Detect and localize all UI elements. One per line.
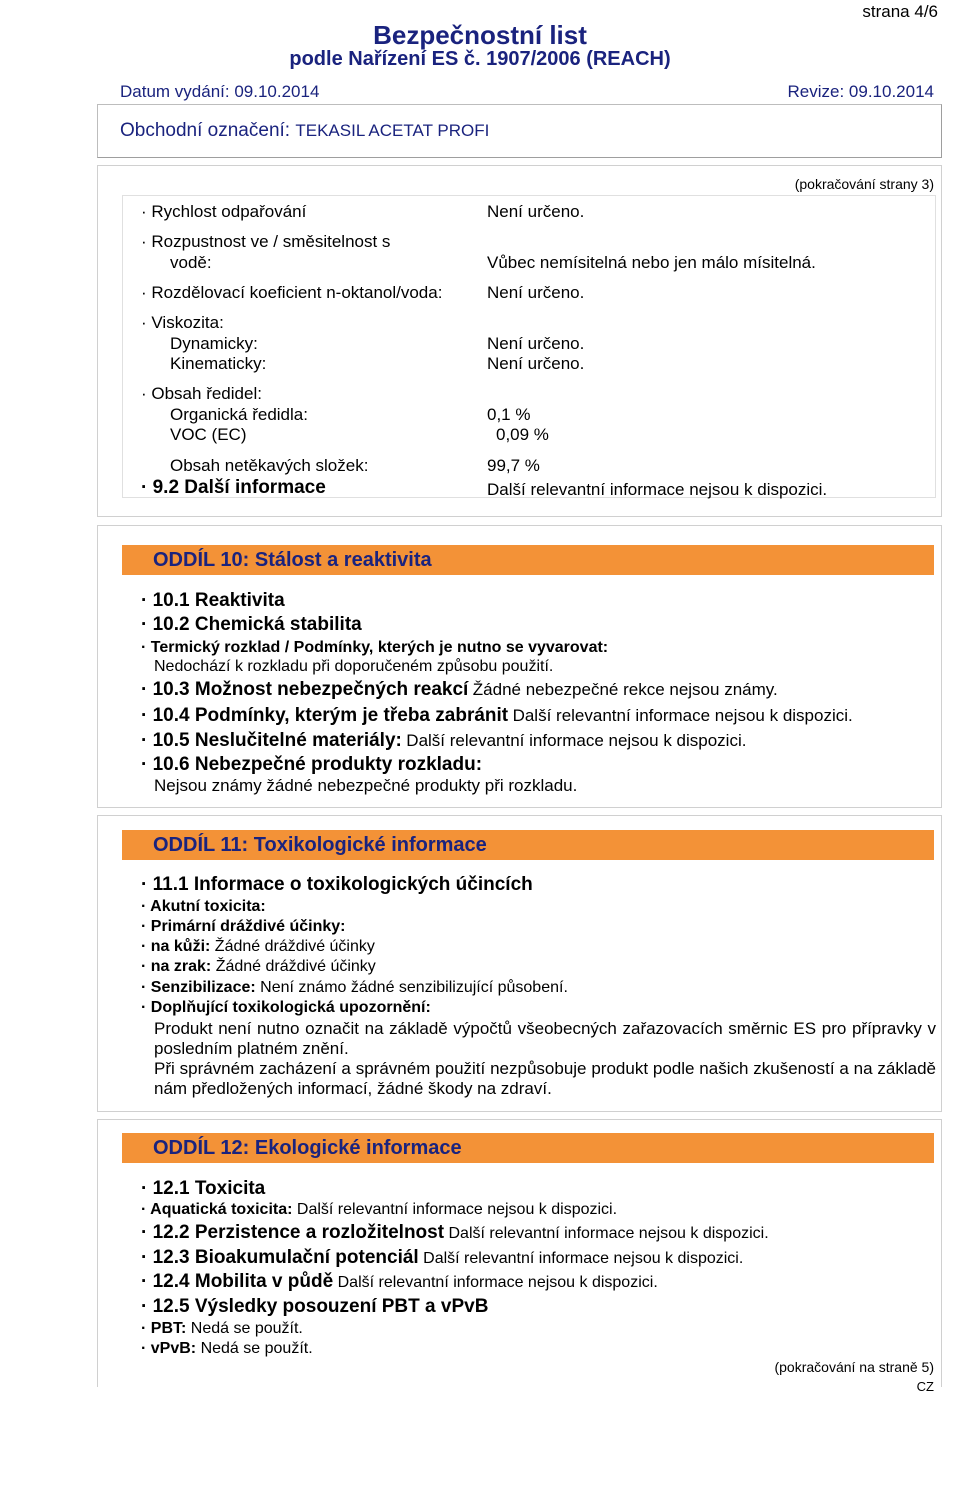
trade-name: [120, 120, 489, 142]
solubility-label: · Rozpustnost ve / směsitelnost s: [141, 232, 391, 251]
bioaccumulation-row: [141, 1247, 743, 1269]
additional-tox-paragraph-2: Při správném zacházení a správném použití nezpůsobuje produkt podle našich zkušeností a na základě nám předložených informací, žádné škody na zdraví.: [154, 1059, 936, 1098]
organic-solvent-value: 0,1 %: [487, 405, 531, 424]
mobility-label: · 12.4 Mobilita v půdě: [141, 1271, 334, 1292]
decomposition-products-label: · 10.6 Nebezpečné produkty rozkladu:: [141, 754, 483, 775]
evaporation-label: · Rychlost odpařování: [141, 202, 307, 221]
incompatible-materials-value: Další relevantní informace nejsou k dispozici.: [406, 731, 747, 750]
pbt-row: [141, 1320, 303, 1338]
mobility-row: [141, 1271, 658, 1293]
hazardous-reactions-label: · 10.3 Možnost nebezpečných reakcí: [141, 679, 469, 700]
evaporation-value: Není určeno.: [487, 202, 585, 221]
mobility-value: Další relevantní informace nejsou k dispozici.: [337, 1274, 658, 1291]
toxicity-heading: · 12.1 Toxicita: [141, 1178, 266, 1199]
vpvb-label: · vPvB:: [141, 1340, 197, 1357]
conditions-avoid-label: · 10.4 Podmínky, kterým je třeba zabránit: [141, 705, 509, 726]
additional-tox-text: [154, 1019, 936, 1099]
decomposition-products-value: Nejsou známy žádné nebezpečné produkty při rozkladu.: [154, 776, 578, 795]
kinematic-label: Kinematicky:: [170, 354, 267, 373]
reactivity-heading: · 10.1 Reaktivita: [141, 590, 285, 611]
section12-header-edge: [934, 1133, 936, 1163]
section10-title: ODDÍL 10: Stálost a reaktivita: [153, 549, 432, 571]
solubility-label-2: vodě:: [170, 253, 212, 272]
eyes-label: · na zrak:: [141, 958, 212, 975]
incompatible-materials-row: [141, 730, 746, 752]
section11-title: ODDÍL 11: Toxikologické informace: [153, 834, 487, 856]
viscosity-label: · Viskozita:: [141, 313, 224, 332]
conditions-avoid-value: Další relevantní informace nejsou k dispozici.: [512, 706, 853, 725]
trade-name-label: Obchodní označení:: [120, 120, 291, 141]
country-code: CZ: [916, 1379, 934, 1394]
chemical-stability-heading: · 10.2 Chemická stabilita: [141, 614, 362, 635]
hazardous-reactions-row: [141, 679, 778, 701]
sensitization-value: Není známo žádné senzibilizující působení.: [260, 979, 568, 996]
thermal-decomposition-value: Nedochází k rozkladu při doporučeném způsobu použití.: [154, 658, 554, 675]
pbt-value: Nedá se použít.: [190, 1320, 303, 1337]
revision-date: Revize: 09.10.2014: [787, 82, 934, 101]
incompatible-materials-label: · 10.5 Neslučitelné materiály:: [141, 730, 402, 751]
primary-irritant-label: · Primární dráždivé účinky:: [141, 918, 346, 935]
additional-tox-label: · Doplňující toxikologická upozornění:: [141, 999, 431, 1016]
toxicological-effects-heading: · 11.1 Informace o toxikologických účincích: [141, 874, 533, 895]
voc-label: VOC (EC): [170, 425, 247, 444]
skin-row: [141, 938, 375, 956]
nonvolatile-value: 99,7 %: [487, 456, 540, 475]
section12-title: ODDÍL 12: Ekologické informace: [153, 1137, 462, 1159]
trade-name-value: TEKASIL ACETAT PROFI: [295, 121, 490, 140]
nonvolatile-label: Obsah netěkavých složek:: [170, 456, 369, 475]
document-subtitle: podle Nařízení ES č. 1907/2006 (REACH): [289, 48, 671, 70]
partition-label: · Rozdělovací koeficient n-oktanol/voda:: [141, 283, 443, 302]
dynamic-value: Není určeno.: [487, 334, 585, 353]
persistence-row: [141, 1222, 769, 1244]
aquatic-toxicity-row: [141, 1201, 617, 1219]
page-number: strana 4/6: [862, 2, 938, 21]
bioaccumulation-label: · 12.3 Bioakumulační potenciál: [141, 1247, 419, 1268]
solubility-value: Vůbec nemísitelná nebo jen málo mísitelná.: [487, 253, 816, 272]
vpvb-value: Nedá se použít.: [200, 1340, 313, 1357]
other-info-value: Další relevantní informace nejsou k dispozici.: [487, 480, 828, 499]
thermal-decomposition-label: · Termický rozklad / Podmínky, kterých je nutno se vyvarovat:: [141, 639, 609, 656]
bioaccumulation-value: Další relevantní informace nejsou k dispozici.: [423, 1250, 744, 1267]
issue-date: Datum vydání: 09.10.2014: [120, 82, 320, 101]
eyes-value: Žádné dráždivé účinky: [215, 958, 376, 975]
solvent-label: · Obsah ředidel:: [141, 384, 262, 403]
kinematic-value: Není určeno.: [487, 354, 585, 373]
hazardous-reactions-value: Žádné nebezpečné rekce nejsou známy.: [472, 680, 778, 699]
continued-on-note: (pokračování na straně 5): [774, 1359, 934, 1375]
persistence-value: Další relevantní informace nejsou k dispozici.: [448, 1225, 769, 1242]
pbt-label: · PBT:: [141, 1320, 187, 1337]
conditions-avoid-row: [141, 705, 853, 727]
pbt-assessment-heading: · 12.5 Výsledky posouzení PBT a vPvB: [141, 1296, 489, 1317]
other-info-label: · 9.2 Další informace: [141, 477, 326, 498]
organic-solvent-label: Organická ředidla:: [170, 405, 308, 424]
sensitization-row: [141, 979, 568, 997]
vpvb-row: [141, 1340, 313, 1358]
continued-from-note: (pokračování strany 3): [794, 176, 934, 192]
aquatic-toxicity-value: Další relevantní informace nejsou k dispozici.: [296, 1201, 618, 1218]
section11-header-edge: [934, 830, 936, 860]
sensitization-label: · Senzibilizace:: [141, 979, 256, 996]
partition-value: Není určeno.: [487, 283, 585, 302]
skin-value: Žádné dráždivé účinky: [214, 938, 375, 955]
acute-toxicity-label: · Akutní toxicita:: [141, 898, 266, 915]
document-title: Bezpečnostní list: [373, 20, 587, 50]
voc-value: 0,09 %: [496, 425, 549, 444]
aquatic-toxicity-label: · Aquatická toxicita:: [141, 1201, 293, 1218]
additional-tox-paragraph-1: Produkt není nutno označit na základě výpočtů všeobecných zařazovacích směrnic ES pro přípravky v posledním platném znění.: [154, 1019, 936, 1058]
skin-label: · na kůži:: [141, 938, 211, 955]
eyes-row: [141, 958, 376, 976]
dynamic-label: Dynamicky:: [170, 334, 258, 353]
persistence-label: · 12.2 Perzistence a rozložitelnost: [141, 1222, 445, 1243]
section10-header-edge: [934, 545, 936, 575]
